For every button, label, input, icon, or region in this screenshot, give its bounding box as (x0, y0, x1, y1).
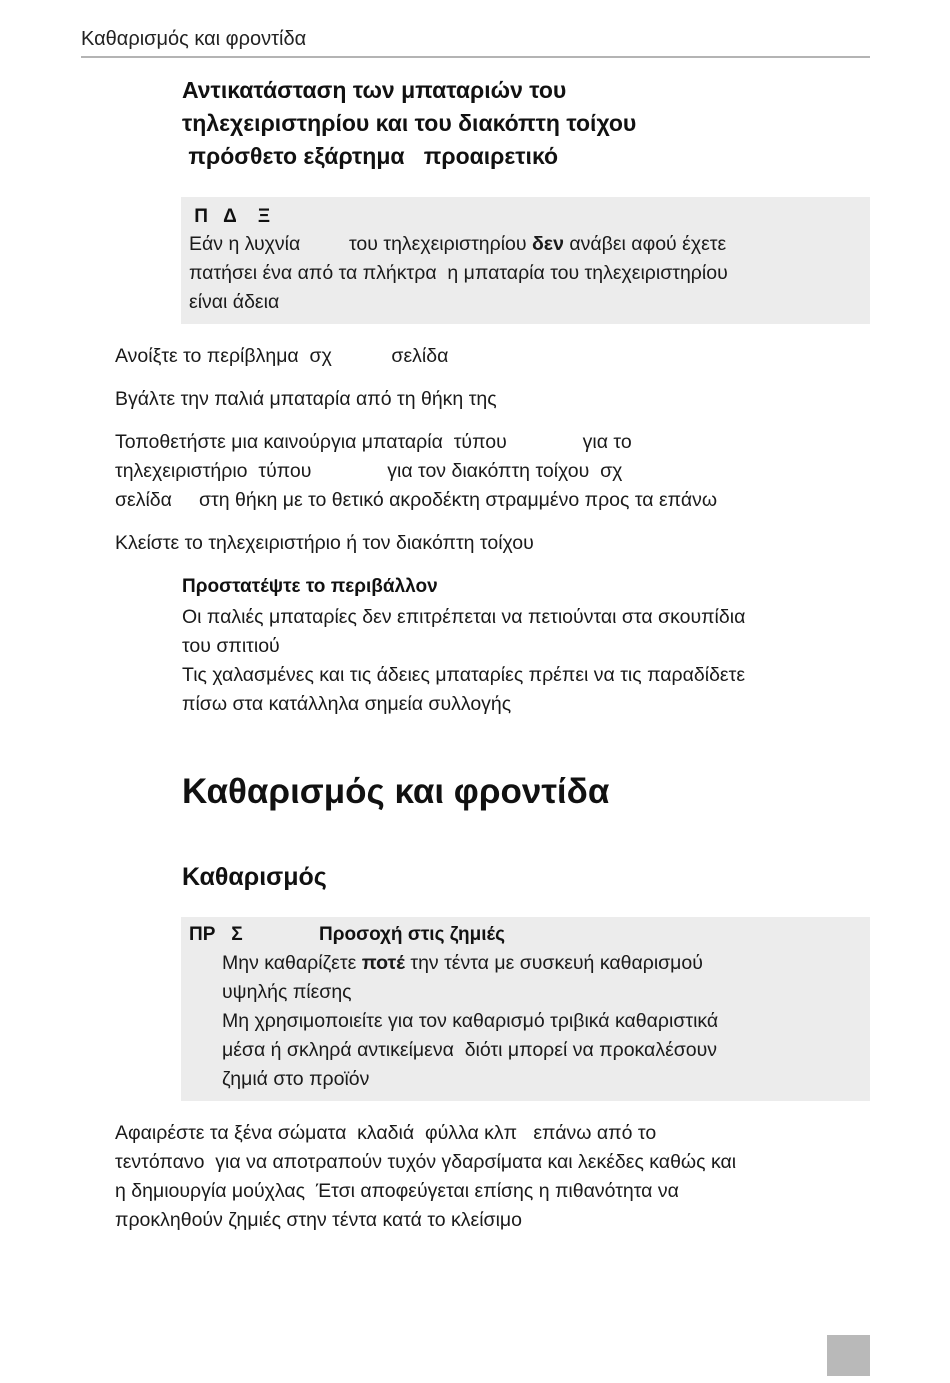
cleaning-paragraph (115, 1119, 875, 1235)
note-emphasis: δεν (531, 233, 564, 255)
step-insert-line-2: τηλεχειριστήριο τύπου για τον διακόπτη τοίχου σχ (115, 460, 623, 482)
battery-title-line-1: Αντικατάσταση των μπαταριών του (182, 77, 567, 103)
battery-section-title (182, 74, 636, 173)
cleaning-line-2: τεντόπανο για να αποτραπούν τυχόν γδαρσίματα και λεκέδες καθώς και (115, 1151, 737, 1173)
caution-box (181, 917, 870, 1101)
note-box (181, 197, 870, 324)
step-open-housing: Ανοίξτε το περίβλημα σχ σελίδα (115, 345, 449, 367)
running-header: Καθαρισμός και φροντίδα (81, 28, 307, 50)
note-line-3: είναι άδεια (189, 291, 280, 313)
step-insert-line-3: σελίδα στη θήκη με το θετικό ακροδέκτη στραμμένο προς τα επάνω (115, 489, 718, 511)
note-line-2: πατήσει ένα από τα πλήκτρα η μπαταρία του τηλεχειριστηρίου (189, 262, 728, 284)
battery-title-line-3: πρόσθετο εξάρτημα προαιρετικό (182, 143, 559, 169)
caution-label: ΠΡ Σ (189, 924, 243, 945)
chapter-title: Καθαρισμός και φροντίδα (182, 772, 610, 811)
page-tab-marker (827, 1335, 870, 1376)
caution-emphasis: ποτέ (361, 952, 405, 974)
step-remove-battery: Βγάλτε την παλιά μπαταρία από τη θήκη της (115, 388, 497, 410)
environment-text (182, 603, 872, 719)
step-insert-line-1: Τοποθετήστε μια καινούργια μπαταρία τύπου για το (115, 431, 632, 453)
header-rule (81, 56, 870, 58)
environment-title: Προστατέψτε το περιβάλλον (182, 576, 438, 597)
environment-line-4: πίσω στα κατάλληλα σημεία συλλογής (182, 693, 512, 715)
caution-line-5: ζημιά στο προϊόν (222, 1068, 370, 1090)
environment-line-2: του σπιτιού (182, 635, 280, 657)
caution-line-3: Μη χρησιμοποιείτε για τον καθαρισμό τριβικά καθαριστικά (222, 1010, 719, 1032)
cleaning-line-3: η δημιουργία μούχλας Έτσι αποφεύγεται επίσης η πιθανότητα να (115, 1180, 679, 1202)
environment-line-3: Τις χαλασμένες και τις άδειες μπαταρίες πρέπει να τις παραδίδετε (182, 664, 746, 686)
note-text (189, 230, 864, 317)
cleaning-line-1: Αφαιρέστε τα ξένα σώματα κλαδιά φύλλα κλπ επάνω από το (115, 1122, 657, 1144)
caution-heading: Προσοχή στις ζημιές (319, 924, 505, 945)
battery-title-line-2: τηλεχειριστηρίου και του διακόπτη τοίχου (182, 110, 637, 136)
note-line-1: Εάν η λυχνία του τηλεχειριστηρίου δεν ανάβει αφού έχετε (189, 233, 727, 255)
caution-line-1: Μην καθαρίζετε ποτέ την τέντα με συσκευή καθαρισμού (222, 952, 703, 974)
cleaning-title: Καθαρισμός (182, 863, 327, 891)
caution-line-4: μέσα ή σκληρά αντικείμενα διότι μπορεί να προκαλέσουν (222, 1039, 718, 1061)
caution-text (222, 949, 862, 1094)
step-insert-battery (115, 428, 875, 515)
note-label: Π Δ Ξ (189, 206, 271, 227)
cleaning-line-4: προκληθούν ζημιές στην τέντα κατά το κλείσιμο (115, 1209, 523, 1231)
environment-line-1: Οι παλιές μπαταρίες δεν επιτρέπεται να πετιούνται στα σκουπίδια (182, 606, 746, 628)
step-close-remote: Κλείστε το τηλεχειριστήριο ή τον διακόπτη τοίχου (115, 532, 534, 554)
caution-line-2: υψηλής πίεσης (222, 981, 352, 1003)
